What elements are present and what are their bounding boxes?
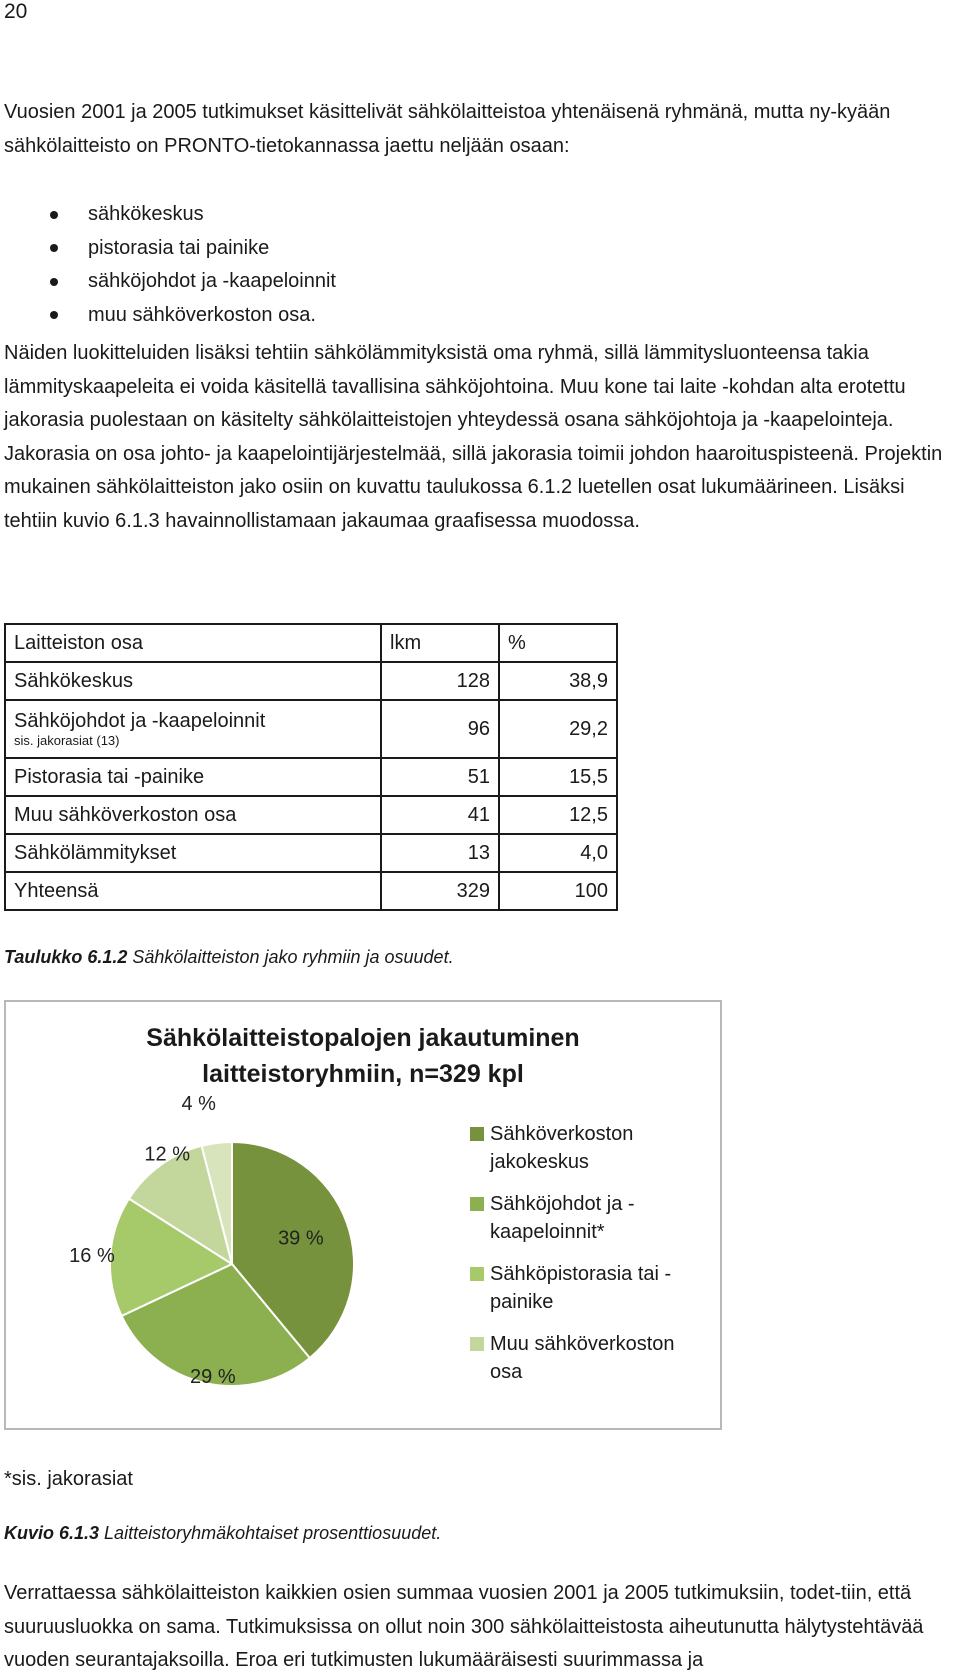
legend-item: Sähköverkoston jakokeskus — [470, 1120, 675, 1176]
bullet-icon — [50, 211, 58, 219]
table-row: Sähkölämmitykset 13 4,0 — [5, 834, 617, 872]
pie-data-label: 29 % — [190, 1366, 236, 1389]
column-header: lkm — [381, 624, 499, 662]
chart-footnote: *sis. jakorasiat — [4, 1468, 133, 1490]
page-number: 20 — [4, 0, 28, 23]
list-item: pistorasia tai painike — [40, 232, 336, 266]
pie-data-label: 4 % — [181, 1093, 216, 1116]
list-item: sähköjohdot ja -kaapeloinnit — [40, 265, 336, 299]
chart-legend — [470, 1120, 675, 1400]
body-paragraph: Näiden luokitteluiden lisäksi tehtiin sähkölämmityksistä oma ryhmä, sillä lämmitysluonteensa takia lämmityskaapeleita ei voida käsitellä tavallisina sähköjohtoina. Muu kone tai laite -kohdan alta erotettu jakorasia puolestaan on käsitelty sähkölaitteistojen yhteydessä osana sähköjohtoja ja -kaapelointeja. Jakorasia on osa johto- ja kaapelointijärjestelmää, sillä jakorasia toimii johdon haaroituspisteenä. Projektin mukainen sähkölaitteiston jako osiin on kuvattu taulukossa 6.1.2 luetellen osat lukumäärineen. Lisäksi tehtiin kuvio 6.1.3 havainnollistamaan jakaumaa graafisessa muodossa. — [4, 342, 943, 532]
legend-item: Sähköjohdot ja - kaapeloinnit* — [470, 1190, 675, 1246]
chart-title: Sähkölaitteistopalojen jakautuminen laitteistoryhmiin, n=329 kpl — [146, 1024, 580, 1088]
table-row: Sähköjohdot ja -kaapeloinnit sis. jakorasiat (13) 96 29,2 — [5, 700, 617, 758]
table-row: Sähkökeskus 128 38,9 — [5, 662, 617, 700]
legend-swatch — [470, 1267, 484, 1281]
bullet-icon — [50, 311, 58, 319]
column-header: Laitteiston osa — [5, 624, 381, 662]
list-item: muu sähköverkoston osa. — [40, 299, 336, 333]
table-caption: Taulukko 6.1.2 Sähkölaitteiston jako ryhmiin ja osuudet. — [4, 947, 454, 967]
legend-item: Muu sähköverkoston osa — [470, 1330, 675, 1386]
legend-swatch — [470, 1337, 484, 1351]
pie-data-label: 16 % — [69, 1245, 115, 1268]
row-note: sis. jakorasiat (13) — [14, 733, 120, 748]
legend-item: Sähköpistorasia tai - painike — [470, 1260, 675, 1316]
pie-data-label: 39 % — [278, 1227, 324, 1250]
table-header-row — [5, 624, 617, 662]
table-row: Pistorasia tai -painike 51 15,5 — [5, 758, 617, 796]
pie-data-label: 12 % — [144, 1143, 190, 1166]
bullet-icon — [50, 244, 58, 252]
data-table — [4, 623, 618, 911]
closing-paragraph: Verrattaessa sähkölaitteiston kaikkien osien summaa vuosien 2001 ja 2005 tutkimuksiin, todet-tiin, että suuruusluokka on sama. Tutkimuksissa on ollut noin 300 sähkölaitteistosta aiheutunutta hälytystehtävää vuoden seurantajaksoilla. Eroa eri tutkimusten lukumääräisesti suurimmassa ja — [4, 1582, 924, 1671]
figure-caption: Kuvio 6.1.3 Laitteistoryhmäkohtaiset prosenttiosuudet. — [4, 1523, 442, 1543]
intro-paragraph: Vuosien 2001 ja 2005 tutkimukset käsittelivät sähkölaitteistoa yhtenäisenä ryhmänä, mutta ny-kyään sähkölaitteisto on PRONTO-tietokannassa jaettu neljään osaan: — [4, 101, 891, 157]
legend-swatch — [470, 1127, 484, 1141]
legend-swatch — [470, 1197, 484, 1211]
column-header: % — [499, 624, 617, 662]
table-row: Muu sähköverkoston osa 41 12,5 — [5, 796, 617, 834]
bullet-icon — [50, 278, 58, 286]
table-row: Yhteensä 329 100 — [5, 872, 617, 910]
list-item: sähkökeskus — [40, 198, 336, 232]
bullet-list — [40, 198, 336, 332]
